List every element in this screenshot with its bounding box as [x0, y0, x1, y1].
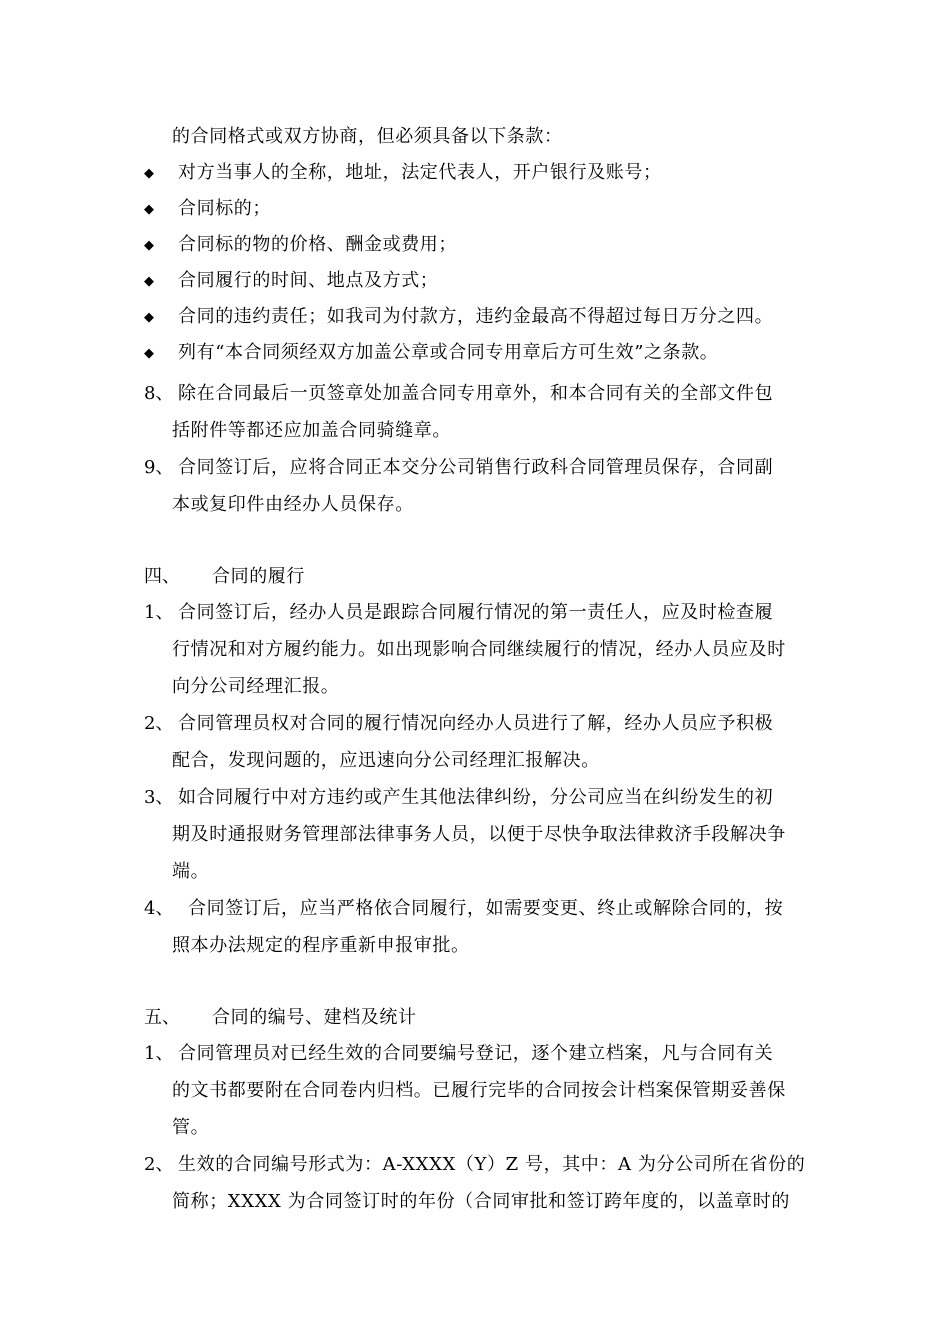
bullet-icon: ◆ — [144, 238, 154, 253]
clause-text: 列有“本合同须经双方加盖公章或合同专用章后方可生效”之条款。 — [178, 342, 719, 363]
section-title: 合同的编号、建档及统计 — [212, 1007, 417, 1028]
item-line: 期及时通报财务管理部法律事务人员，以便于尽快争取法律救济手段解决争 — [172, 824, 786, 845]
item-line: 合同管理员权对合同的履行情况向经办人员进行了解，经办人员应予积极 — [178, 713, 774, 734]
item-line: 如合同履行中对方违约或产生其他法律纠纷，分公司应当在纠纷发生的初 — [178, 787, 774, 808]
bullet-icon: ◆ — [144, 310, 154, 325]
item-number: 9、 — [144, 457, 174, 478]
clause-text: 合同标的； — [178, 198, 271, 219]
item-number: 2、 — [144, 1154, 174, 1175]
clause-text: 合同标的物的价格、酬金或费用； — [178, 234, 457, 255]
item-line: 合同签订后，经办人员是跟踪合同履行情况的第一责任人，应及时检查履 — [178, 602, 774, 623]
clause-text: 合同的违约责任；如我司为付款方，违约金最高不得超过每日万分之四。 — [178, 306, 774, 327]
item-line: 简称；XXXX 为合同签订时的年份（合同审批和签订跨年度的，以盖章时的 — [172, 1191, 790, 1212]
bullet-icon: ◆ — [144, 166, 154, 181]
section-number: 四、 — [144, 566, 180, 587]
item-number: 1、 — [144, 1043, 174, 1064]
section-title: 合同的履行 — [212, 566, 305, 587]
clause-text: 合同履行的时间、地点及方式； — [178, 270, 439, 291]
item-line: 生效的合同编号形式为：A-XXXX（Y）Z 号，其中：A 为分公司所在省份的 — [178, 1154, 806, 1175]
item-line: 合同管理员对已经生效的合同要编号登记，逐个建立档案，凡与合同有关 — [178, 1043, 774, 1064]
item-number: 4、 — [144, 898, 174, 919]
item-number: 1、 — [144, 602, 174, 623]
item-line: 括附件等都还应加盖合同骑缝章。 — [172, 420, 451, 441]
item-line: 端。 — [172, 861, 210, 882]
item-line: 配合，发现问题的，应迅速向分公司经理汇报解决。 — [172, 750, 600, 771]
item-line: 的文书都要附在合同卷内归档。已履行完毕的合同按会计档案保管期妥善保 — [172, 1080, 786, 1101]
item-line: 本或复印件由经办人员保存。 — [172, 494, 414, 515]
item-line: 向分公司经理汇报。 — [172, 676, 340, 697]
bullet-icon: ◆ — [144, 202, 154, 217]
item-number: 2、 — [144, 713, 174, 734]
item-line: 合同签订后，应将合同正本交分公司销售行政科合同管理员保存，合同副 — [178, 457, 774, 478]
bullet-icon: ◆ — [144, 346, 154, 361]
section-number: 五、 — [144, 1007, 180, 1028]
item-number: 3、 — [144, 787, 174, 808]
item-number: 8、 — [144, 383, 174, 404]
item-line: 照本办法规定的程序重新申报审批。 — [172, 935, 470, 956]
item-line: 除在合同最后一页签章处加盖合同专用章外，和本合同有关的全部文件包 — [178, 383, 774, 404]
item-line: 行情况和对方履约能力。如出现影响合同继续履行的情况，经办人员应及时 — [172, 639, 786, 660]
clause-text: 对方当事人的全称，地址，法定代表人，开户银行及账号； — [178, 162, 662, 183]
bullet-icon: ◆ — [144, 274, 154, 289]
item-line: 合同签订后，应当严格依合同履行，如需要变更、终止或解除合同的，按 — [188, 898, 784, 919]
item-line: 管。 — [172, 1117, 210, 1138]
intro-continuation: 的合同格式或双方协商，但必须具备以下条款： — [172, 126, 563, 147]
